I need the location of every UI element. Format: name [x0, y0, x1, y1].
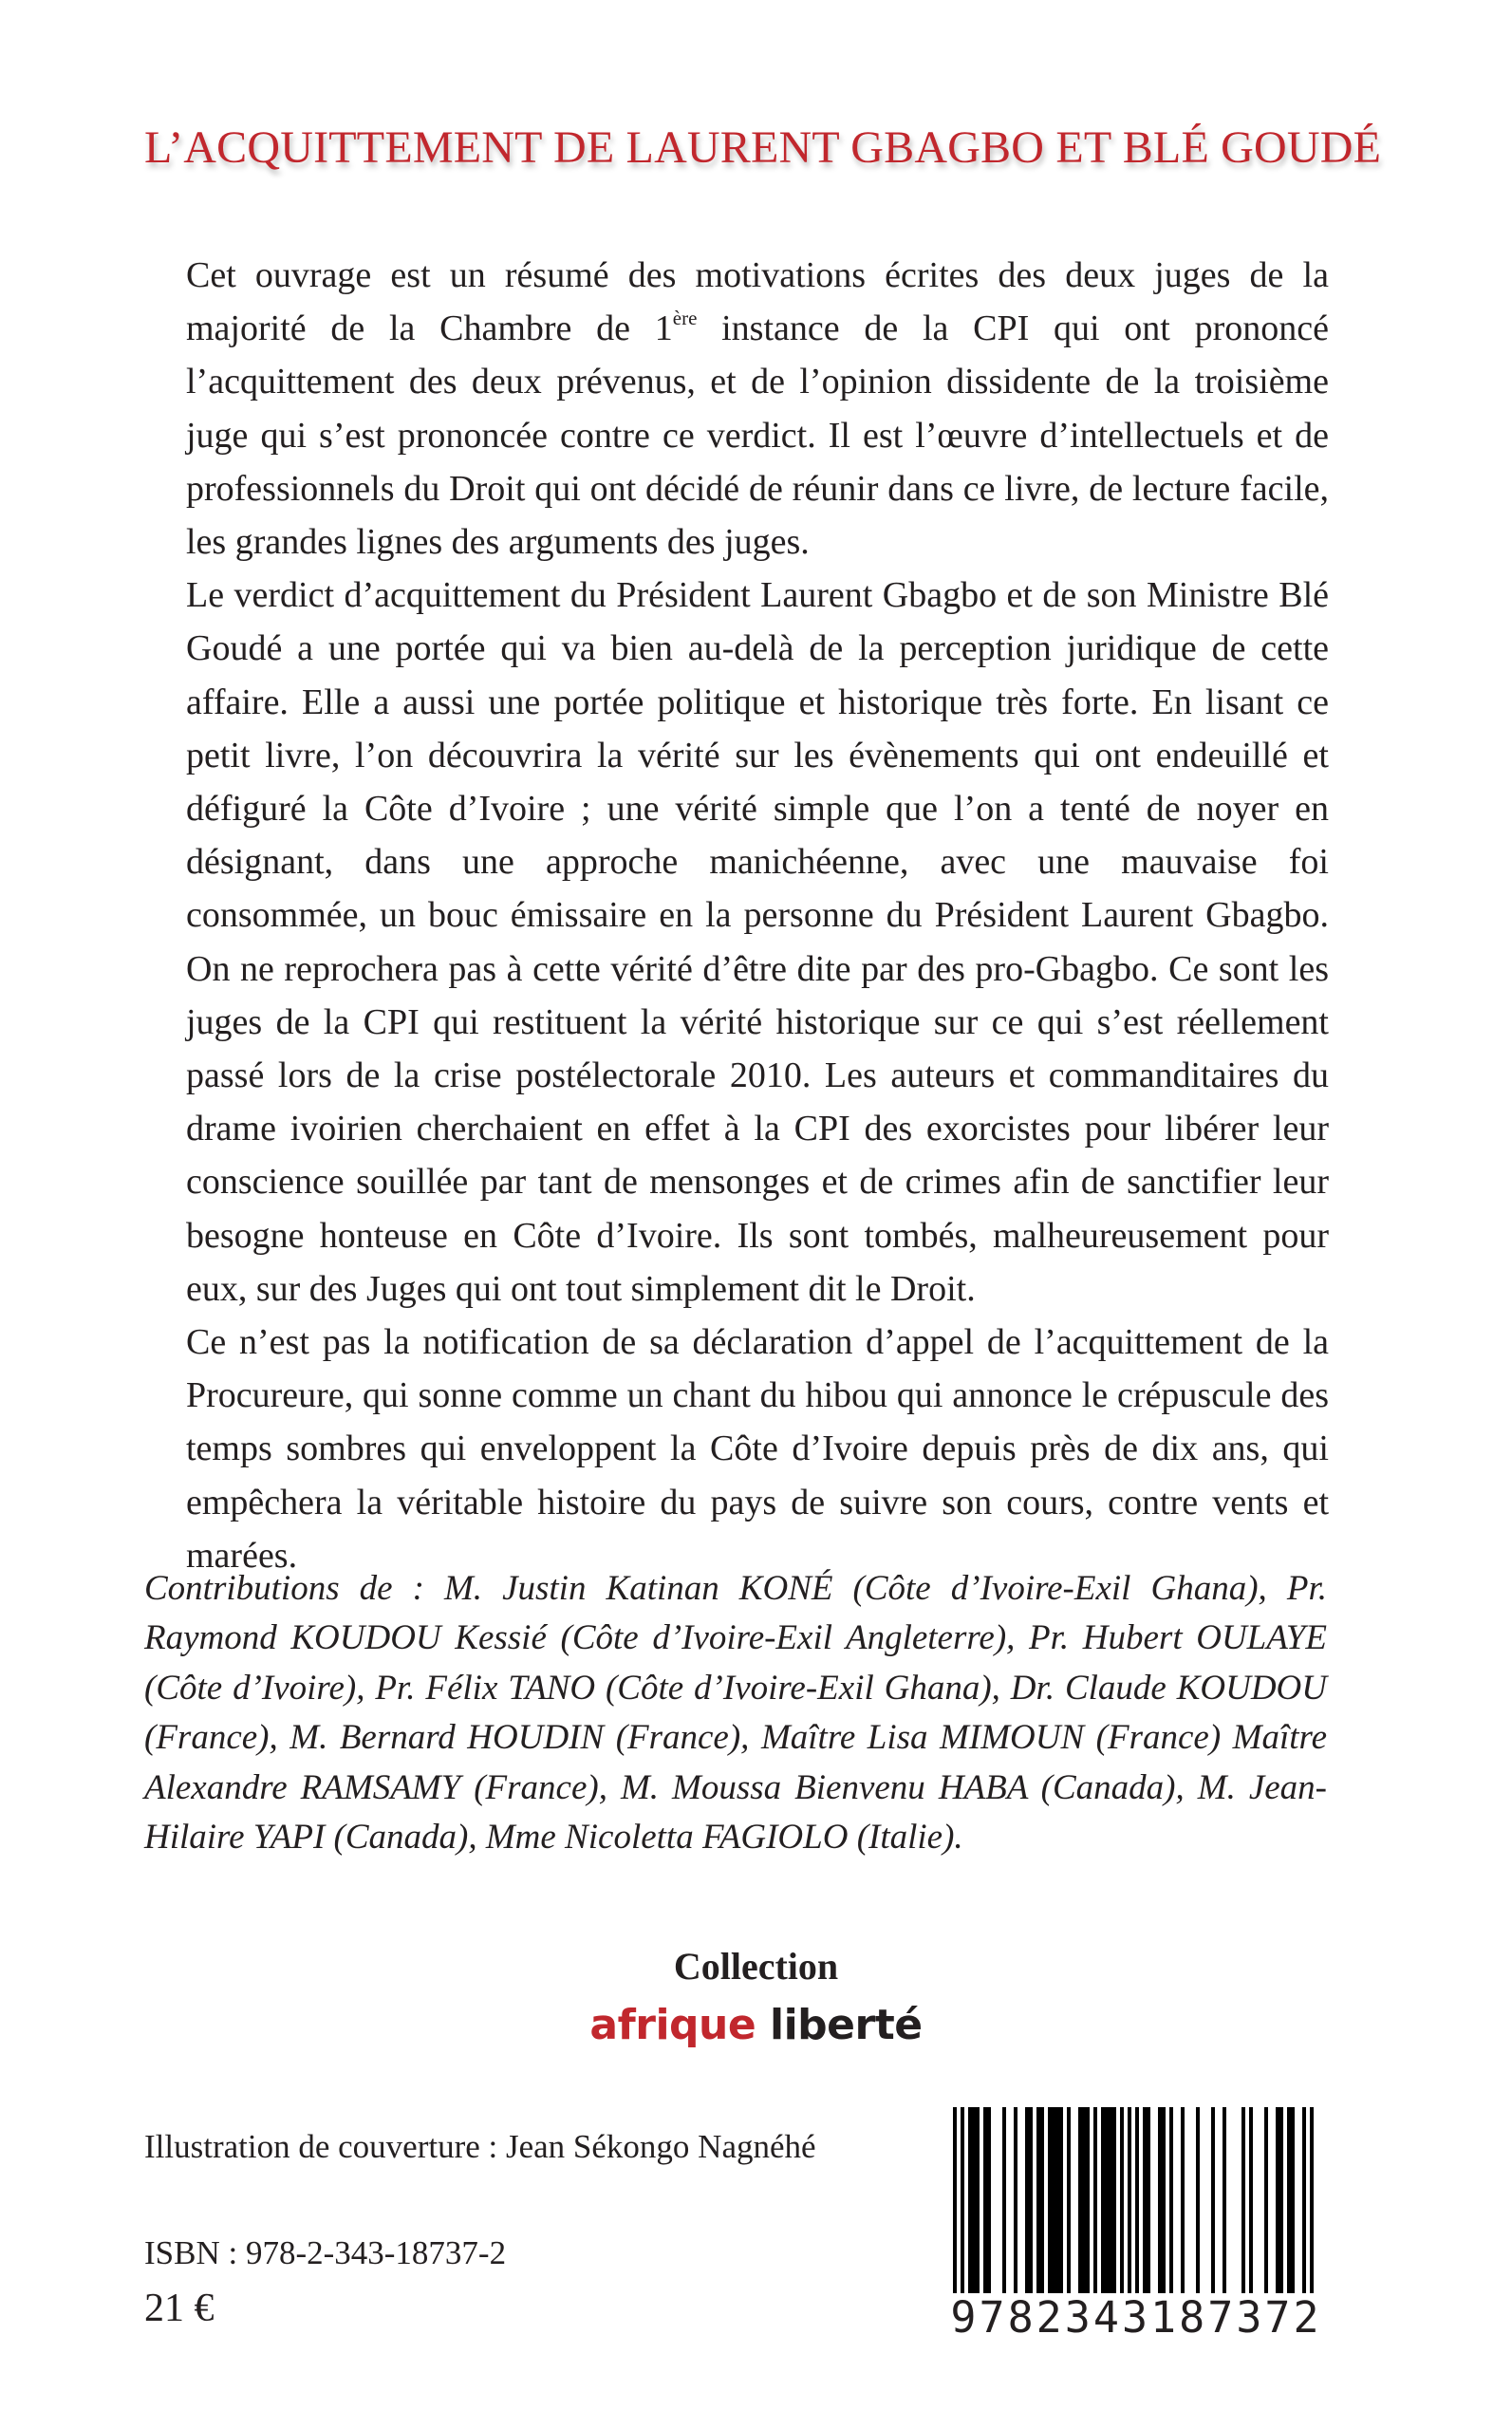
- logo-liberte: liberté: [770, 2001, 923, 2049]
- summary-p1-end: instance de la CPI qui ont prononcé l’acquittement des deux prévenus, et de l’opinion dissidente de la troisième juge qui s’est prononcée contre ce verdict. Il est l’œuvre d’intellectuels et de professionnels du Droit qui ont décidé de réunir dans ce livre, de lecture facile, les grandes lignes des arguments des juges.: [186, 308, 1329, 563]
- barcode-bar: [1241, 2107, 1245, 2297]
- illustration-credit: Illustration de couverture : Jean Sékongo Nagnéhé: [144, 2128, 816, 2165]
- barcode: [923, 2107, 1350, 2352]
- barcode-bar: [1067, 2107, 1071, 2297]
- barcode-digits: 9782343187372: [923, 2293, 1350, 2343]
- price: 21 €: [144, 2287, 215, 2330]
- barcode-bar: [1276, 2107, 1283, 2297]
- logo-afrique: afrique: [589, 2001, 756, 2049]
- barcode-bar: [1143, 2107, 1150, 2297]
- barcode-bar: [1093, 2107, 1097, 2297]
- barcode-bar: [1169, 2107, 1173, 2297]
- barcode-bar: [1078, 2107, 1090, 2297]
- barcode-bar: [961, 2107, 964, 2297]
- summary-paragraph-2: Le verdict d’acquittement du Président Laurent Gbagbo et de son Ministre Blé Goudé a une portée qui va bien au-delà de la perception juridique de cette affaire. Elle a aussi une portée politique et historique très forte. En lisant ce petit livre, l’on découvrira la vérité sur les évènements qui ont endeuillé et défiguré la Côte d’Ivoire ; une vérité simple que l’on a tenté de noyer en désignant, dans une approche manichéenne, avec une mauvaise foi consommée, un bouc émissaire en la personne du Président Laurent Gbagbo. On ne reprochera pas à cette vérité d’être dite par des pro-Gbagbo. Ce sont les juges de la CPI qui restituent la vérité historique sur ce qui s’est réellement passé lors de la crise postélectorale 2010. Les auteurs et commanditaires du drame ivoirien cherchaient en effet à la CPI des exorcistes pour libérer leur conscience souillée par tant de mensonges et de crimes afin de sanctifier leur besogne honteuse en Côte d’Ivoire. Ils sont tombés, malheureusement pour eux, sur des Juges qui ont tout simplement dit le Droit.: [186, 575, 1329, 1309]
- barcode-bar: [1120, 2107, 1124, 2297]
- barcode-bar: [1310, 2107, 1314, 2297]
- barcode-bar: [1181, 2107, 1185, 2297]
- barcode-bar: [1002, 2107, 1006, 2297]
- barcode-bar: [1036, 2107, 1044, 2297]
- barcode-bar: [1158, 2107, 1166, 2297]
- collection-label: Collection: [673, 1945, 839, 1988]
- barcode-bar: [1249, 2107, 1253, 2297]
- barcode-bar: [953, 2107, 957, 2297]
- barcode-bar: [1196, 2107, 1200, 2297]
- ordinal-superscript: ère: [672, 307, 698, 330]
- barcode-bars: [923, 2107, 1350, 2297]
- barcode-bar: [1101, 2107, 1116, 2297]
- collection-logo: [0, 2001, 1512, 2049]
- barcode-bar: [983, 2107, 991, 2297]
- barcode-bar: [1223, 2107, 1226, 2297]
- barcode-bar: [1302, 2107, 1306, 2297]
- barcode-bar: [1264, 2107, 1268, 2297]
- contributions: Contributions de : M. Justin Katinan KONÉ (Côte d’Ivoire-Exil Ghana), Pr. Raymond KOUDOU Kessié (Côte d’Ivoire-Exil Angleterre), Pr. Hubert OULAYE (Côte d’Ivoire), Pr. Félix TANO (Côte d’Ivoire-Exil Ghana), Dr. Claude KOUDOU (France), M. Bernard HOUDIN (France), Maître Lisa MIMOUN (France) Maître Alexandre RAMSAMY (France), M. Moussa Bienvenu HABA (Canada), M. Jean-Hilaire YAPI (Canada), Mme Nicoletta FAGIOLO (Italie).: [144, 1569, 1327, 1858]
- barcode-bar: [1048, 2107, 1063, 2297]
- barcode-bar: [1211, 2107, 1215, 2297]
- barcode-bar: [1135, 2107, 1139, 2297]
- barcode-bar: [1014, 2107, 1017, 2297]
- summary-paragraph-3: Ce n’est pas la notification de sa déclaration d’appel de l’acquittement de la Procureure, qui sonne comme un chant du hibou qui annonce le crépuscule des temps sombres qui enveloppent la Côte d’Ivoire depuis près de dix ans, qui empêchera la véritable histoire du pays de suivre son cours, contre vents et marées.: [186, 1322, 1329, 1576]
- barcode-bar: [1128, 2107, 1131, 2297]
- summary-p1-start: Cet ouvrage est un résumé des motivations écrites des deux juges de la majorité de la Chambre de 1: [186, 255, 1329, 349]
- summary-paragraph-1: [186, 249, 1329, 569]
- barcode-bar: [1025, 2107, 1033, 2297]
- summary-text: [186, 249, 1329, 1582]
- isbn: ISBN : 978-2-343-18737-2: [144, 2234, 507, 2271]
- barcode-bar: [968, 2107, 980, 2297]
- book-title: L’ACQUITTEMENT DE LAURENT GBAGBO ET BLÉ GOUDÉ: [144, 122, 1382, 173]
- barcode-bar: [1287, 2107, 1295, 2297]
